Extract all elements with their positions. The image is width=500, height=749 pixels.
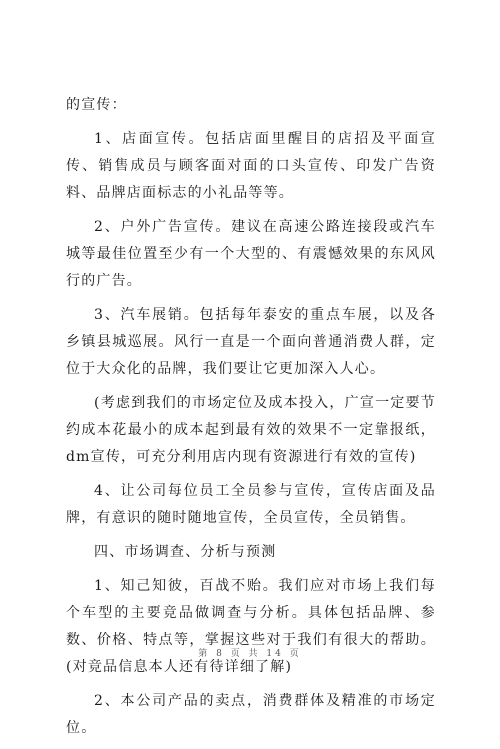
paragraph-intro: 的宣传：: [66, 97, 127, 113]
paragraph-selling-points: 2、本公司产品的卖点，消费群体及精准的市场定位。: [66, 693, 436, 736]
paragraph-storefront-promotion: 1、店面宣传。包括店面里醒目的店招及平面宣传、销售成员与顾客面对面的口头宣传、印发广告资料、品牌店面标志的小礼品等等。: [66, 131, 436, 201]
paragraph-auto-exhibition: 3、汽车展销。包括每年泰安的重点车展，以及各乡镇县城巡展。风行一直是一个面向普通消费人群，定位于大众化的品牌，我们要让它更加深入人心。: [66, 307, 436, 377]
paragraph-staff-promotion: 4、让公司每位员工全员参与宣传，宣传店面及品牌，有意识的随时随地宣传，全员宣传，全员销售。: [66, 483, 436, 526]
section-heading-market-research: 四、市场调查、分析与预测: [94, 544, 277, 560]
paragraph-outdoor-advertising: 2、户外广告宣传。建议在高速公路连接段或汽车城等最佳位置至少有一个大型的、有震憾效果的东风风行的广告。: [66, 219, 436, 289]
paragraph-competitor-analysis: 1、知己知彼，百战不贻。我们应对市场上我们每个车型的主要竞品做调查与分析。具体包括品牌、参数、价格、特点等，掌握这些对于我们有很大的帮助。(对竞品信息本人还有待详细了解): [66, 578, 436, 675]
page-number-footer: 第 8 页 共 14 页: [198, 649, 302, 659]
paragraph-cost-note: (考虑到我们的市场定位及成本投入，广宣一定要节约成本花最小的成本起到最有效的效果不一定靠报纸，dm宣传，可充分利用店内现有资源进行有效的宣传): [66, 395, 436, 465]
